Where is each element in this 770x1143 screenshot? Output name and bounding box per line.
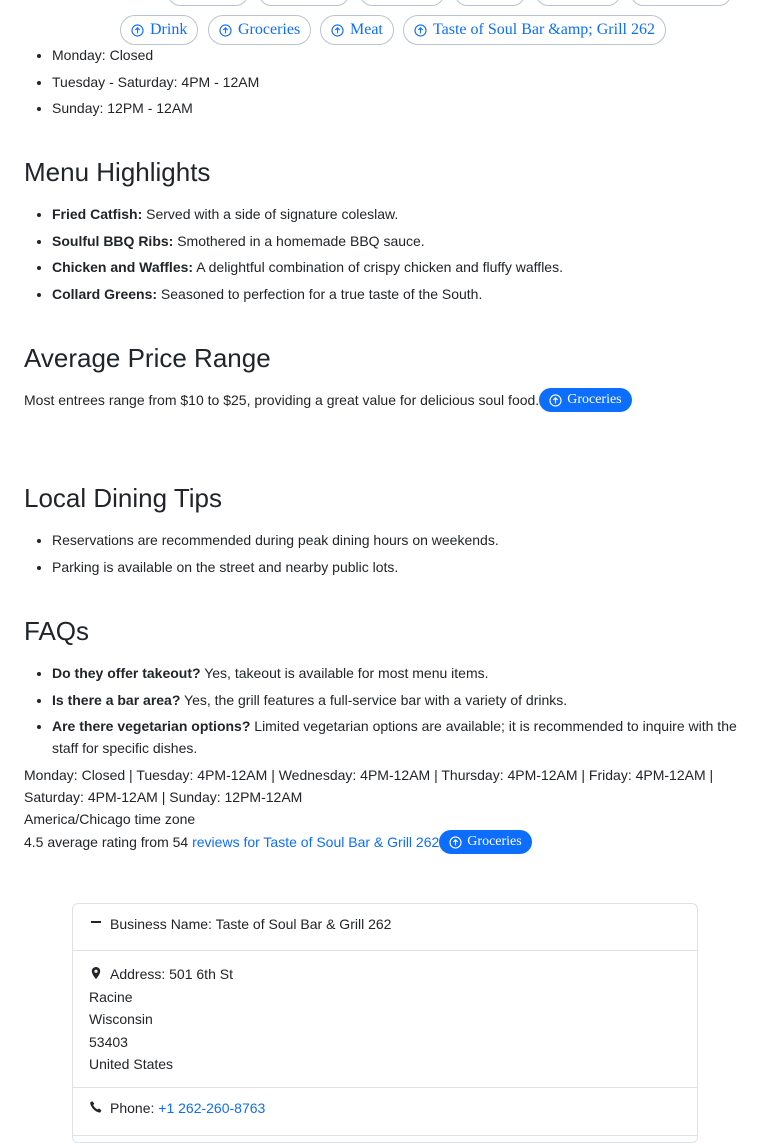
address-city: Racine xyxy=(89,988,133,1005)
week-hours: Monday: Closed | Tuesday: 4PM-12AM | Wednesday: 4PM-12AM | Thursday: 4PM-12AM | Friday: 4PM-12AM | Saturday: 4PM-12AM | Sunday: 12PM-12AM xyxy=(24,767,714,805)
groceries-badge[interactable] xyxy=(539,388,631,412)
arrow-up-circle-icon xyxy=(549,394,562,407)
tag-pill[interactable] xyxy=(536,0,620,6)
menu-item-desc: A delightful combination of crispy chicken and fluffy waffles. xyxy=(196,259,563,275)
menu-item-name: Chicken and Waffles: xyxy=(52,259,194,275)
rating-line xyxy=(24,831,532,855)
address-row xyxy=(73,951,697,1088)
list-item: • Tuesday - Saturday: 4PM - 12AM xyxy=(52,71,259,93)
tag-drink[interactable] xyxy=(120,15,198,45)
faqs-heading: FAQs xyxy=(24,616,90,646)
faq-question: Are there vegetarian options? xyxy=(52,718,251,734)
price-heading: Average Price Range xyxy=(24,343,271,373)
address-first-line xyxy=(89,963,681,986)
list-item xyxy=(52,283,563,305)
tag-business[interactable] xyxy=(403,15,666,45)
arrow-up-circle-icon xyxy=(131,24,144,37)
list-item xyxy=(52,662,752,684)
phone-label: Phone: xyxy=(110,1100,155,1116)
tips-list xyxy=(52,529,499,582)
timezone: America/Chicago time zone xyxy=(24,811,196,827)
menu-item-desc: Smothered in a homemade BBQ sauce. xyxy=(177,232,425,249)
arrow-up-circle-icon xyxy=(219,24,232,37)
business-name: Taste of Soul Bar & Grill 262 xyxy=(215,916,392,932)
menu-heading: Menu Highlights xyxy=(24,157,211,187)
business-name-label: Business Name: xyxy=(110,916,212,932)
faq-answer: Yes, the grill features a full-service bar with a variety of drinks. xyxy=(184,691,568,708)
menu-item-desc: Seasoned to perfection for a true taste of the South. xyxy=(160,285,483,302)
address-country: United States xyxy=(89,1056,174,1072)
list-item xyxy=(52,715,752,759)
menu-item-name: Collard Greens: xyxy=(52,285,158,302)
hours-list xyxy=(52,44,259,124)
list-item: • Sunday: 12PM - 12AM xyxy=(52,97,259,119)
faq-answer: Limited vegetarian options are available; it is recommended to inquire with the staff for specific dishes. xyxy=(52,718,737,756)
phone-row xyxy=(73,1088,697,1136)
arrow-up-circle-icon xyxy=(449,836,462,849)
location-pin-icon xyxy=(89,966,103,980)
tag-pill[interactable] xyxy=(168,0,248,6)
tag-pill[interactable] xyxy=(259,0,349,6)
tag-label: Groceries xyxy=(238,21,301,38)
faq-answer: Yes, takeout is available for most menu items. xyxy=(204,665,489,681)
list-item: • Monday: Closed xyxy=(52,44,259,66)
groceries-badge[interactable] xyxy=(439,830,531,854)
arrow-up-circle-icon xyxy=(414,24,427,37)
business-card xyxy=(72,903,698,1143)
phone-icon xyxy=(89,1100,103,1114)
tag-groceries[interactable] xyxy=(208,15,311,45)
menu-item-name: Soulful BBQ Ribs: xyxy=(52,232,174,249)
badge-label: Groceries xyxy=(567,392,622,408)
price-text: Most entrees range from $10 to $25, providing a great value for delicious soul food. xyxy=(24,392,540,408)
menu-item-name: Fried Catfish: xyxy=(52,206,143,222)
faqs-list xyxy=(52,662,752,764)
menu-item-desc: Served with a side of signature coleslaw. xyxy=(146,206,399,222)
tag-pill[interactable] xyxy=(631,0,731,6)
list-item: • Parking is available on the street and nearby public lots. xyxy=(52,556,499,578)
price-paragraph xyxy=(24,389,632,413)
list-item xyxy=(52,689,752,711)
menu-list xyxy=(52,203,563,309)
faq-question: Is there a bar area? xyxy=(52,691,181,708)
list-item xyxy=(52,203,563,225)
list-item xyxy=(52,256,563,278)
badge-label: Groceries xyxy=(467,834,522,850)
business-name-row[interactable] xyxy=(73,904,697,951)
list-item: • Reservations are recommended during peak dining hours on weekends. xyxy=(52,529,499,551)
tag-pill[interactable] xyxy=(360,0,444,6)
rating-text: 4.5 average rating from 54 xyxy=(24,834,189,850)
tag-label: Drink xyxy=(150,21,188,38)
faq-question: Do they offer takeout? xyxy=(52,665,201,681)
address-zip: 53403 xyxy=(89,1033,128,1050)
arrow-up-circle-icon xyxy=(331,24,344,37)
address-label: Address: xyxy=(110,966,166,982)
tag-label: Meat xyxy=(350,21,383,38)
phone-link[interactable]: +1 262-260-8763 xyxy=(158,1100,266,1116)
list-item xyxy=(52,230,563,252)
tips-heading: Local Dining Tips xyxy=(24,483,222,513)
address-street: 501 6th St xyxy=(169,966,233,982)
address-state: Wisconsin xyxy=(89,1011,153,1027)
tag-meat[interactable] xyxy=(320,15,394,45)
reviews-link[interactable]: reviews for Taste of Soul Bar & Grill 262 xyxy=(192,834,440,850)
tag-pill[interactable] xyxy=(455,0,525,6)
tag-label: Taste of Soul Bar &amp; Grill 262 xyxy=(433,21,655,38)
minus-icon xyxy=(89,916,103,930)
